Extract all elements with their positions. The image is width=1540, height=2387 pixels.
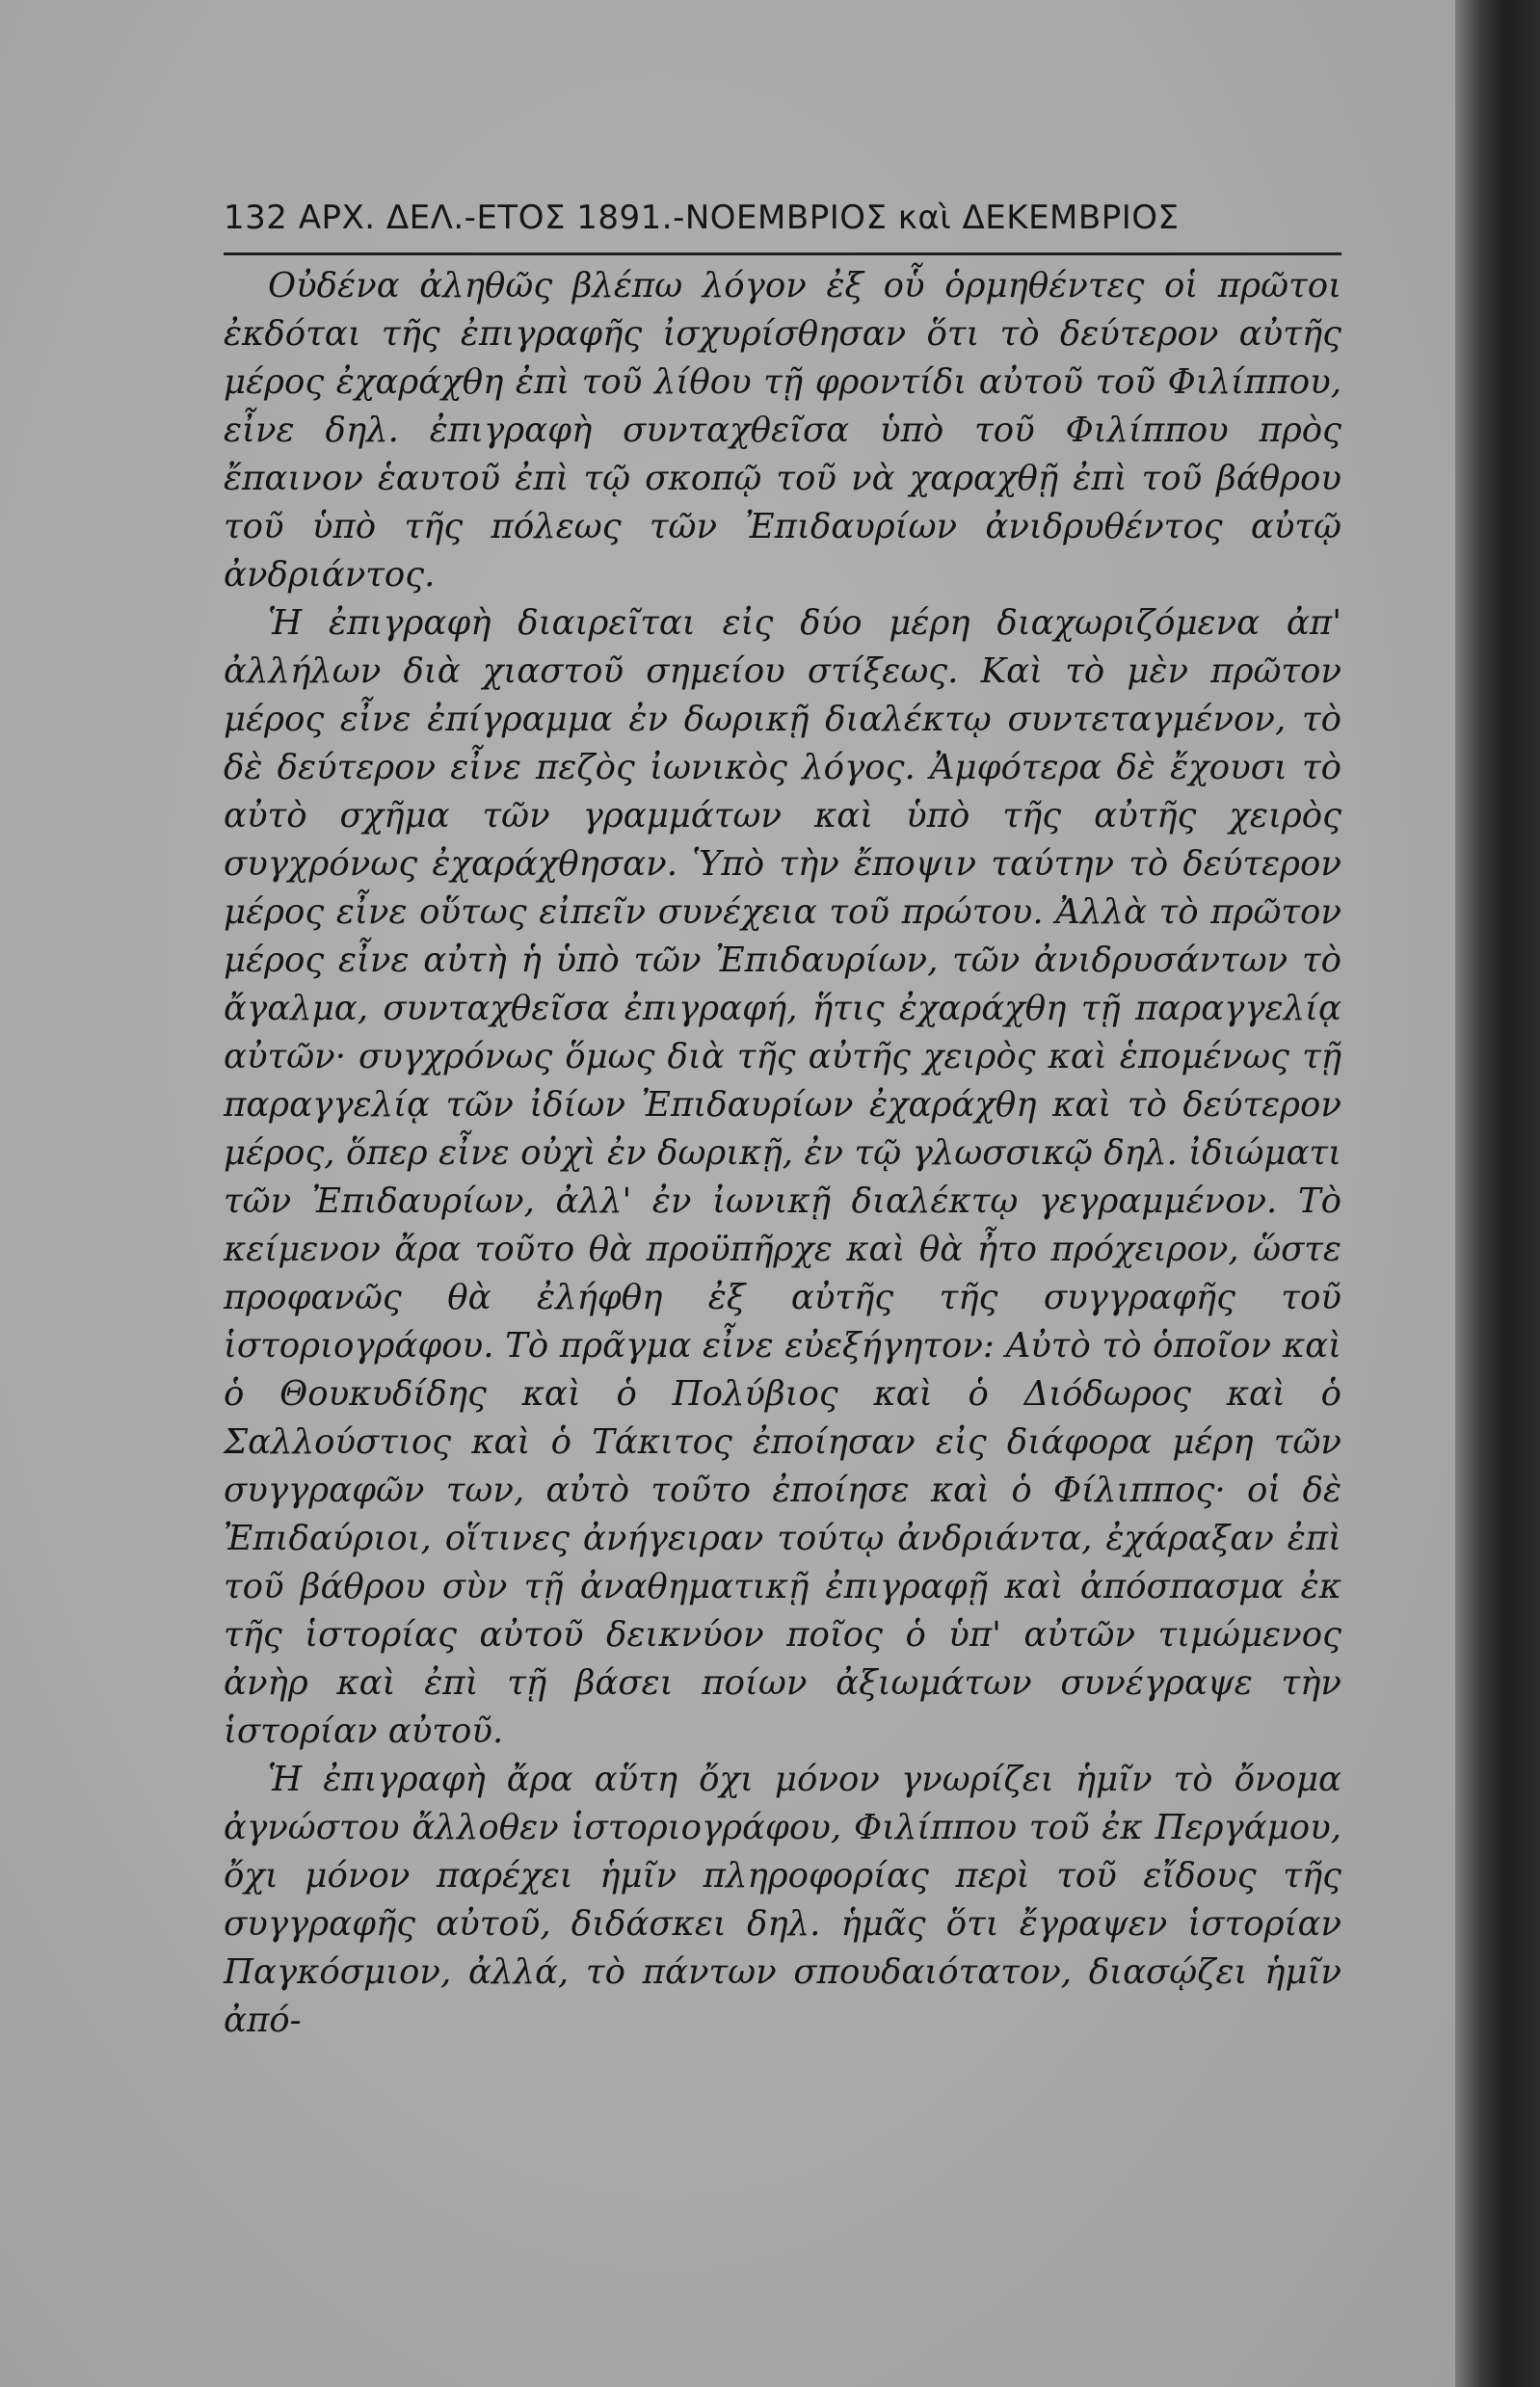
paragraph: Ἡ ἐπιγραφὴ ἄρα αὕτη ὄχι μόνον γνωρίζει ἡμῖν τὸ ὄνομα ἀγνώστου ἄλλοθεν ἱστοριογράφου, Φιλίππου τοῦ ἐκ Περγάμου, ὄχι μόνον παρέχει ἡμῖν πληροφορίας περὶ τοῦ εἴδους τῆς συγγραφῆς αὐτοῦ, διδάσκει δηλ. ἡμᾶς ὅτι ἔγραψεν ἱστορίαν Παγκόσμιον, ἀλλά, τὸ πάντων σπουδαιότατον, διασῴζει ἡμῖν ἀπό-: [224, 1760, 1341, 2040]
paragraph: Ἡ ἐπιγραφὴ διαιρεῖται εἰς δύο μέρη διαχωριζόμενα ἀπ' ἀλλήλων διὰ χιαστοῦ σημείου στίξεως. Καὶ τὸ μὲν πρῶτον μέρος εἶνε ἐπίγραμμα ἐν δωρικῇ διαλέκτῳ συντεταγμένον, τὸ δὲ δεύτερον εἶνε πεζὸς ἰωνικὸς λόγος. Ἀμφότερα δὲ ἔχουσι τὸ αὐτὸ σχῆμα τῶν γραμμάτων καὶ ὑπὸ τῆς αὐτῆς χειρὸς συγχρόνως ἐχαράχθησαν. Ὑπὸ τὴν ἔποψιν ταύτην τὸ δεύτερον μέρος εἶνε οὕτως εἰπεῖν συνέχεια τοῦ πρώτου. Ἀλλὰ τὸ πρῶτον μέρος εἶνε αὐτὴ ἡ ὑπὸ τῶν Ἐπιδαυρίων, τῶν ἀνιδρυσάντων τὸ ἄγαλμα, συνταχθεῖσα ἐπιγραφή, ἥτις ἐχαράχθη τῇ παραγγελίᾳ αὐτῶν· συγχρόνως ὅμως διὰ τῆς αὐτῆς χειρὸς καὶ ἑπομένως τῇ παραγγελίᾳ τῶν ἰδίων Ἐπιδαυρίων ἐχαράχθη καὶ τὸ δεύτερον μέρος, ὅπερ εἶνε οὐχὶ ἐν δωρικῇ, ἐν τῷ γλωσσικῷ δηλ. ἰδιώματι τῶν Ἐπιδαυρίων, ἀλλ' ἐν ἰωνικῇ διαλέκτῳ γεγραμμένον. Τὸ κείμενον ἄρα τοῦτο θὰ προϋπῆρχε καὶ θὰ ἦτο πρόχειρον, ὥστε προφανῶς θὰ ἐλήφθη ἐξ αὐτῆς τῆς συγγραφῆς τοῦ ἱστοριογράφου. Τὸ πρᾶγμα εἶνε εὐεξήγητον: Αὐτὸ τὸ ὁποῖον καὶ ὁ Θουκυδίδης καὶ ὁ Πολύβιος καὶ ὁ Διόδωρος καὶ ὁ Σαλλούστιος καὶ ὁ Τάκιτος ἐποίησαν εἰς διάφορα μέρη τῶν συγγραφῶν των, αὐτὸ τοῦτο ἐποίησε καὶ ὁ Φίλιππος· οἱ δὲ Ἐπιδαύριοι, οἵτινες ἀνήγειραν τούτῳ ἀνδριάντα, ἐχάραξαν ἐπὶ τοῦ βάθρου σὺν τῇ ἀναθηματικῇ ἐπιγραφῇ καὶ ἀπόσπασμα ἐκ τῆς ἱστορίας αὐτοῦ δεικνύον ποῖος ὁ ὑπ' αὐτῶν τιμώμενος ἀνὴρ καὶ ἐπὶ τῇ βάσει ποίων ἀξιωμάτων συνέγραψε τὴν ἱστορίαν αὐτοῦ.: [224, 603, 1341, 1751]
paragraph: Οὐδένα ἀληθῶς βλέπω λόγον ἐξ οὗ ὁρμηθέντες οἱ πρῶτοι ἐκδόται τῆς ἐπιγραφῆς ἰσχυρίσθησαν ὅτι τὸ δεύτερον αὐτῆς μέρος ἐχαράχθη ἐπὶ τοῦ λίθου τῇ φροντίδι αὐτοῦ τοῦ Φιλίππου, εἶνε δηλ. ἐπιγραφὴ συνταχθεῖσα ὑπὸ τοῦ Φιλίππου πρὸς ἔπαινον ἑαυτοῦ ἐπὶ τῷ σκοπῷ τοῦ νὰ χαραχθῇ ἐπὶ τοῦ βάθρου τοῦ ὑπὸ τῆς πόλεως τῶν Ἐπιδαυρίων ἀνιδρυθέντος αὐτῷ ἀνδριάντος.: [224, 266, 1341, 595]
body-text: [224, 262, 1341, 2045]
running-header: 132 ΑΡΧ. ΔΕΛ.-ΕΤΟΣ 1891.-ΝΟΕΜΒΡΙΟΣ καὶ ΔΕΚΕΜΒΡΙΟΣ: [224, 199, 1180, 237]
book-binding-shadow: [1455, 0, 1540, 2387]
header-rule: [224, 252, 1341, 255]
